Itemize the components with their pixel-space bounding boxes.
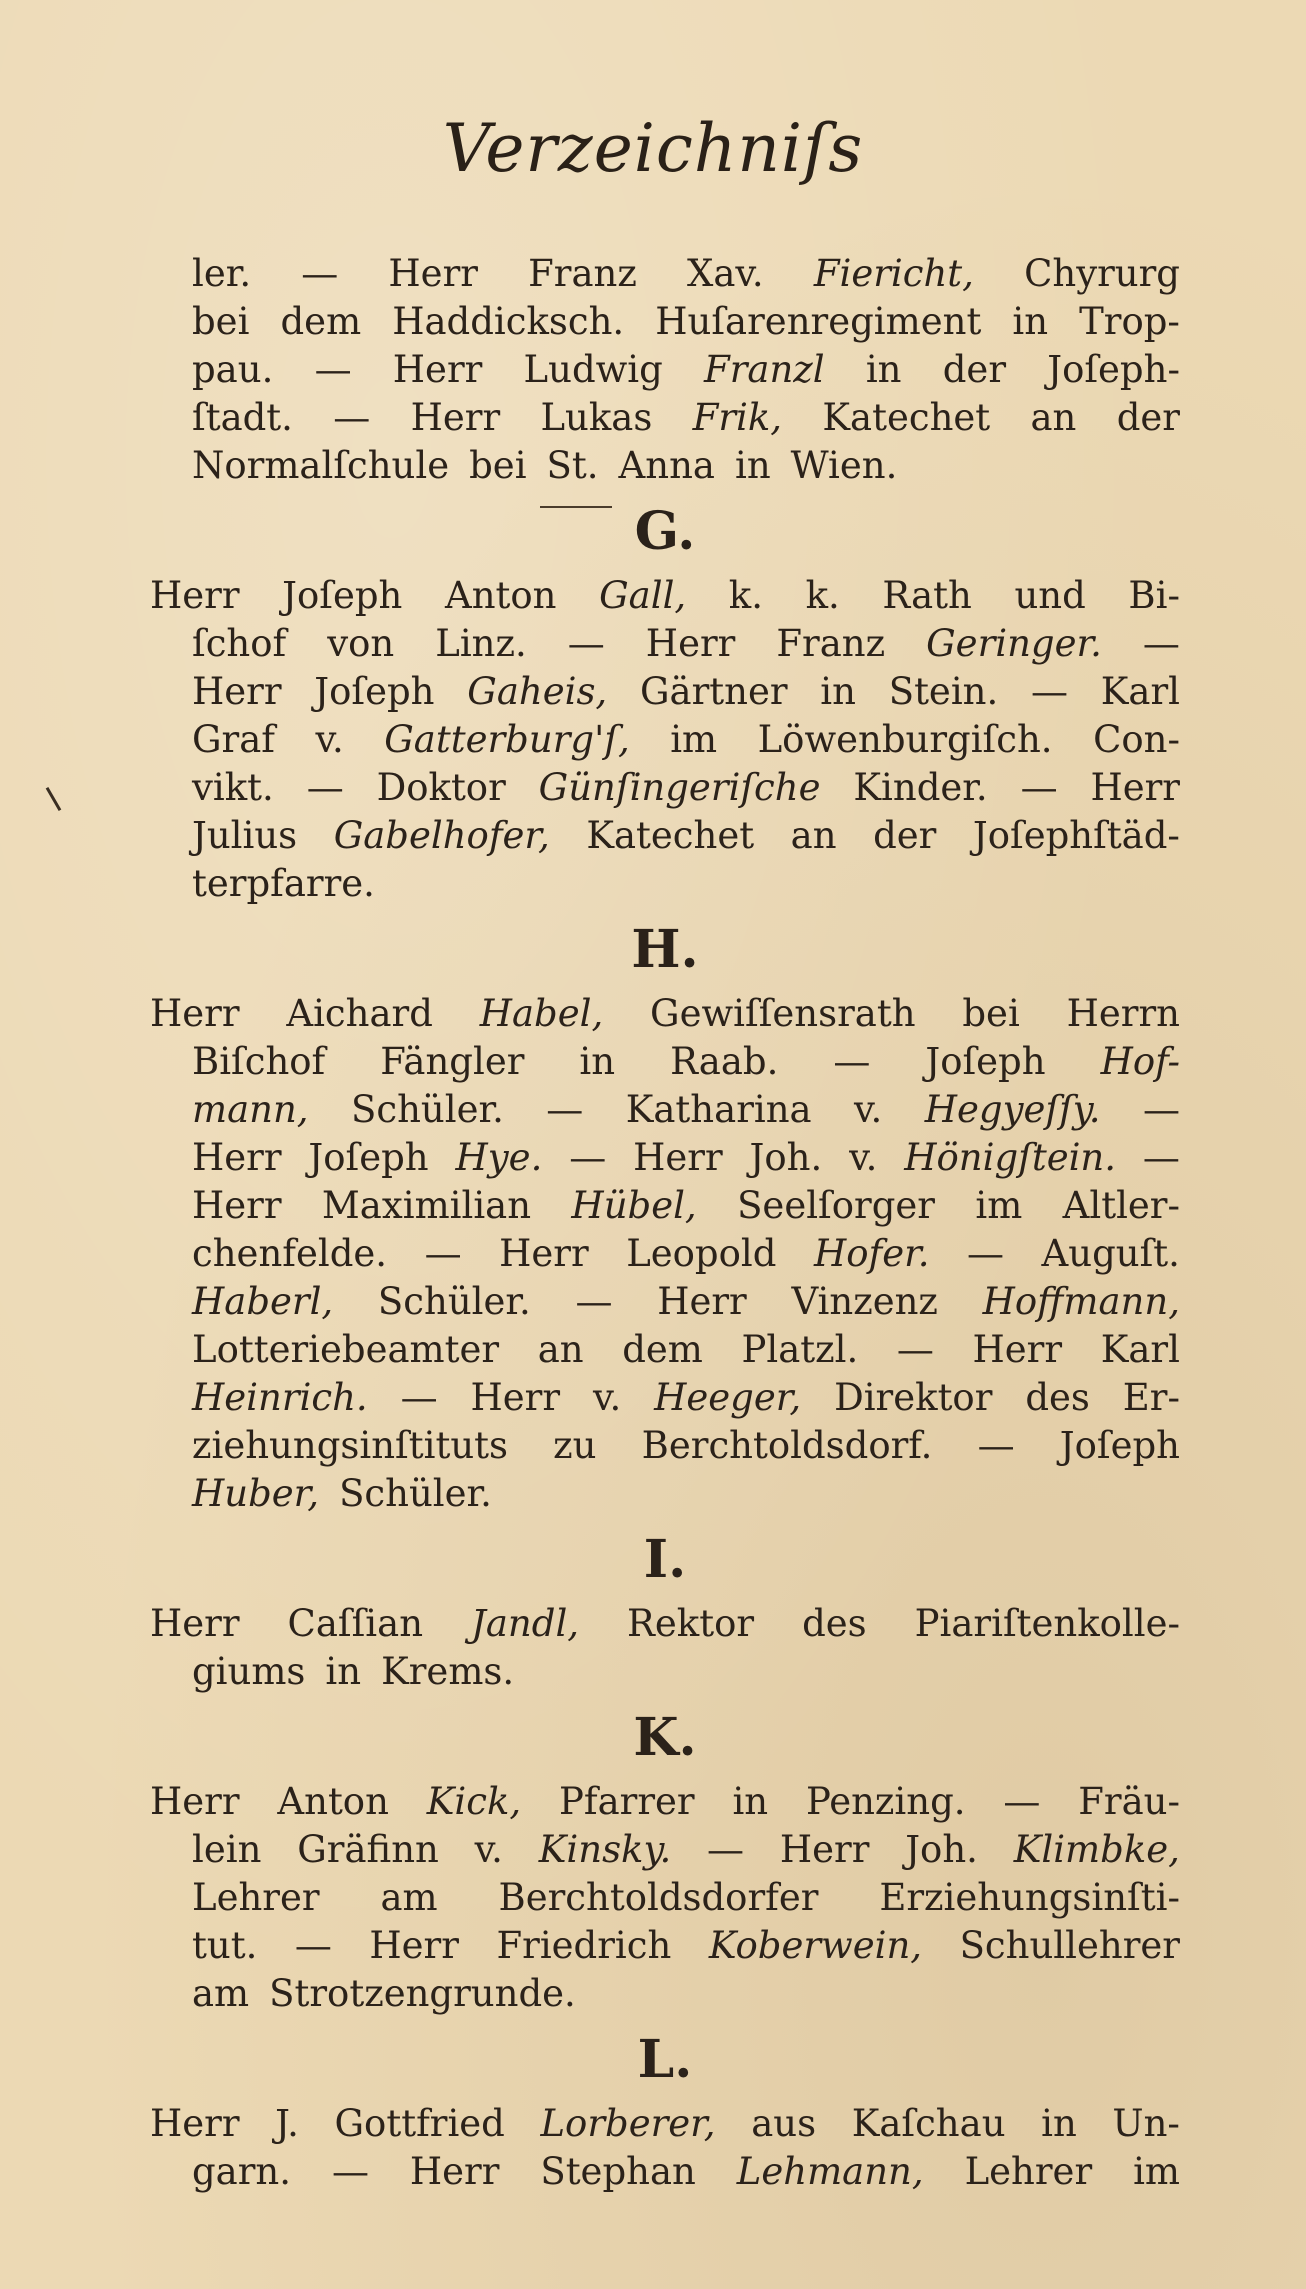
text-line xyxy=(150,346,1180,394)
text-line xyxy=(150,1230,1180,1278)
word: zu xyxy=(553,1424,597,1467)
word: — xyxy=(400,1376,438,1419)
word: in xyxy=(1012,300,1049,343)
word: in xyxy=(1041,2102,1077,2145)
text-line xyxy=(150,1600,1180,1648)
word: Herr xyxy=(499,1232,589,1275)
text-line xyxy=(150,1970,1180,2018)
word: Herr xyxy=(192,1184,282,1227)
name-word: Günſingeriſche xyxy=(538,766,821,809)
text-line xyxy=(150,1086,1180,1134)
word: Kaſchau xyxy=(851,2102,1006,2145)
word: der xyxy=(1116,396,1180,439)
name-word: mann, xyxy=(192,1088,309,1131)
word: — xyxy=(707,1828,745,1871)
text-line xyxy=(150,298,1180,346)
word: vikt. xyxy=(192,766,274,809)
word: Linz. xyxy=(435,622,527,665)
word: — xyxy=(294,1924,332,1967)
text-line xyxy=(150,990,1180,1038)
word: — xyxy=(424,1232,462,1275)
text-line xyxy=(150,394,1180,442)
word: Herr xyxy=(192,1136,282,1179)
word: an xyxy=(1030,396,1077,439)
word: des xyxy=(802,1602,867,1645)
word: ler. xyxy=(192,252,252,295)
word: Rath xyxy=(882,574,972,617)
word: in xyxy=(820,670,856,713)
word: im xyxy=(975,1184,1023,1227)
word: bei xyxy=(192,300,250,343)
word: Berchtoldsdorf. xyxy=(641,1424,933,1467)
name-word: Hönigſtein. xyxy=(904,1136,1117,1179)
word: in xyxy=(732,1780,769,1823)
word: Strotzengrunde. xyxy=(269,1972,576,2015)
word: — xyxy=(1003,1780,1041,1823)
word: Piariſtenkolle- xyxy=(914,1602,1180,1645)
word: Vinzenz xyxy=(791,1280,938,1323)
word: Joſeph xyxy=(282,574,403,617)
word: Katharina xyxy=(625,1088,812,1131)
word: Anton xyxy=(277,1780,389,1823)
word: — xyxy=(314,348,352,391)
section-letter: G. xyxy=(634,501,696,562)
name-word: Gatterburg'ſ, xyxy=(384,718,630,761)
name-word: Jandl, xyxy=(471,1602,580,1645)
word: Herr xyxy=(645,622,736,665)
word: — xyxy=(333,396,371,439)
word: Herr xyxy=(779,1828,870,1871)
word: Anna xyxy=(618,444,715,487)
section-letter: I. xyxy=(643,1529,687,1590)
word: in xyxy=(325,1650,362,1693)
word: v. xyxy=(474,1828,503,1871)
word: Biſchof xyxy=(192,1040,326,1083)
text-line xyxy=(150,1182,1180,1230)
word: der xyxy=(873,814,937,857)
word: bei xyxy=(469,444,527,487)
word: Herr xyxy=(150,1602,240,1645)
section-letter: K. xyxy=(633,1707,697,1768)
word: — xyxy=(896,1328,934,1371)
name-word: Fiericht, xyxy=(813,252,974,295)
word: Bi- xyxy=(1128,574,1180,617)
name-word: Kick, xyxy=(426,1780,522,1823)
word: Stephan xyxy=(540,2150,696,2193)
word: Joſeph xyxy=(1059,1424,1180,1467)
word: Katechet xyxy=(586,814,755,857)
word: Herr xyxy=(657,1280,747,1323)
name-word: Hye. xyxy=(455,1136,543,1179)
word: Wien. xyxy=(790,444,898,487)
word: — xyxy=(306,766,344,809)
text-line xyxy=(150,716,1180,764)
word: Un- xyxy=(1112,2102,1180,2145)
word: giums xyxy=(192,1650,306,1693)
word: Lotteriebeamter xyxy=(192,1328,500,1371)
word: Caſſian xyxy=(287,1602,424,1645)
word: in xyxy=(865,348,902,391)
text-line xyxy=(150,1422,1180,1470)
word: Graf xyxy=(192,718,275,761)
word: in xyxy=(579,1040,616,1083)
text-line xyxy=(150,1922,1180,1970)
name-word: Haberl, xyxy=(192,1280,334,1323)
text-line xyxy=(150,1874,1180,1922)
name-word: Heinrich. xyxy=(192,1376,368,1419)
word: Platzl. xyxy=(741,1328,859,1371)
text-line xyxy=(150,2100,1180,2148)
name-word: Hof- xyxy=(1100,1040,1180,1083)
word: Haddicksch. xyxy=(392,300,625,343)
text-line xyxy=(150,1134,1180,1182)
word: Lukas xyxy=(540,396,653,439)
word: Herr xyxy=(150,2102,240,2145)
word: Huſarenregiment xyxy=(655,300,982,343)
word: Gottfried xyxy=(334,2102,505,2145)
word: — xyxy=(1020,766,1058,809)
text-line xyxy=(150,1470,1180,1518)
word: Friedrich xyxy=(496,1924,672,1967)
word: lein xyxy=(192,1828,262,1871)
word: Raab. xyxy=(670,1040,779,1083)
word: der xyxy=(942,348,1007,391)
word: Er- xyxy=(1122,1376,1180,1419)
name-word: Gaheis, xyxy=(467,670,608,713)
word: Fräu- xyxy=(1078,1780,1180,1823)
text-line xyxy=(150,572,1180,620)
word: Con- xyxy=(1093,718,1180,761)
name-word: Lehmann, xyxy=(736,2150,924,2193)
word: im xyxy=(670,718,718,761)
name-word: Koberwein, xyxy=(708,1924,923,1967)
word: Maximilian xyxy=(321,1184,532,1227)
name-word: Frik, xyxy=(692,396,783,439)
name-word: Hofer. xyxy=(813,1232,930,1275)
word: Schullehrer xyxy=(959,1924,1180,1967)
word: v. xyxy=(854,1088,883,1131)
name-word: Kinsky. xyxy=(538,1828,672,1871)
name-word: Heeger, xyxy=(654,1376,802,1419)
word: — xyxy=(301,252,339,295)
word: Herr xyxy=(972,1328,1063,1371)
text-line xyxy=(150,442,1180,490)
word: J. xyxy=(275,2102,299,2145)
word: — xyxy=(569,1136,607,1179)
text-line xyxy=(150,250,1180,298)
word: — xyxy=(1142,1136,1180,1179)
name-word: Hegyeſſy. xyxy=(924,1088,1101,1131)
word: garn. xyxy=(192,2150,292,2193)
word: des xyxy=(1025,1376,1090,1419)
section-letter: L. xyxy=(637,2029,693,2090)
word: und xyxy=(1014,574,1086,617)
word: am xyxy=(192,1972,250,2015)
word: Altler- xyxy=(1062,1184,1180,1227)
word: Seelſorger xyxy=(737,1184,935,1227)
word: Herr xyxy=(192,670,282,713)
word: k. xyxy=(805,574,840,617)
word: Schüler. xyxy=(339,1472,492,1515)
word: bei xyxy=(962,992,1020,1035)
word: Karl xyxy=(1100,1328,1180,1371)
word: Ludwig xyxy=(523,348,663,391)
word: — xyxy=(833,1040,871,1083)
word: Krems. xyxy=(381,1650,515,1693)
word: dem xyxy=(280,300,362,343)
word: Auguſt. xyxy=(1041,1232,1180,1275)
word: chenfelde. xyxy=(192,1232,388,1275)
word: pau. xyxy=(192,348,274,391)
word: Schüler. xyxy=(351,1088,504,1131)
word: Fängler xyxy=(380,1040,525,1083)
text-line xyxy=(150,812,1180,860)
word: — xyxy=(977,1424,1015,1467)
word: Stein. xyxy=(888,670,999,713)
word: Julius xyxy=(192,814,298,857)
word: Schüler. xyxy=(377,1280,531,1323)
name-word: Habel, xyxy=(479,992,604,1035)
word: v. xyxy=(315,718,344,761)
text-line xyxy=(150,1374,1180,1422)
word: Aichard xyxy=(286,992,433,1035)
page-header: Verzeichniſs xyxy=(442,110,864,187)
word: St. xyxy=(546,444,599,487)
text-line xyxy=(150,620,1180,668)
word: Joſephſtäd- xyxy=(972,814,1180,857)
word: Herr xyxy=(470,1376,561,1419)
word: Xav. xyxy=(686,252,764,295)
word: v. xyxy=(592,1376,622,1419)
word: Herr xyxy=(1090,766,1180,809)
word: in xyxy=(734,444,771,487)
word: ziehungsinſtituts xyxy=(192,1424,508,1467)
name-word: Gall, xyxy=(599,574,687,617)
word: Katechet xyxy=(822,396,991,439)
word: Franz xyxy=(776,622,886,665)
name-word: Hübel, xyxy=(571,1184,697,1227)
word: Direktor xyxy=(834,1376,993,1419)
text-line xyxy=(150,1326,1180,1374)
text-line xyxy=(150,1826,1180,1874)
margin-mark xyxy=(46,787,62,811)
word: Gärtner xyxy=(639,670,788,713)
word: Berchtoldsdorfer xyxy=(498,1876,819,1919)
text-line xyxy=(150,860,1180,908)
word: aus xyxy=(751,2102,817,2145)
word: v. xyxy=(849,1136,878,1179)
word: an xyxy=(790,814,837,857)
word: Joſeph xyxy=(308,1136,429,1179)
word: — xyxy=(567,622,605,665)
word: Leopold xyxy=(626,1232,777,1275)
word: Kinder. xyxy=(853,766,988,809)
word: Erziehungsinſti- xyxy=(879,1876,1180,1919)
word: Joſeph xyxy=(314,670,435,713)
section-letter: H. xyxy=(631,919,699,980)
word: Herr xyxy=(410,396,501,439)
text-line xyxy=(150,764,1180,812)
word: Pfarrer xyxy=(559,1780,695,1823)
word: Herr xyxy=(388,252,478,295)
word: im xyxy=(1133,2150,1180,2193)
word: Herr xyxy=(150,574,240,617)
list-body xyxy=(150,250,1180,2196)
word: Joh. xyxy=(749,1136,823,1179)
text-line xyxy=(150,1778,1180,1826)
word: Joſeph xyxy=(925,1040,1046,1083)
name-word: Hoffmann, xyxy=(982,1280,1180,1323)
word: Chyrurg xyxy=(1024,252,1180,295)
word: — xyxy=(546,1088,584,1131)
word: ſchof xyxy=(192,622,287,665)
word: Herr xyxy=(633,1136,723,1179)
word: Anton xyxy=(444,574,557,617)
word: Herr xyxy=(409,2150,500,2193)
name-word: Franzl xyxy=(704,348,825,391)
word: Lehrer xyxy=(964,2150,1093,2193)
text-line xyxy=(150,2148,1180,2196)
word: — xyxy=(1031,670,1069,713)
word: Löwenburgiſch. xyxy=(757,718,1053,761)
word: terpfarre. xyxy=(192,862,375,905)
text-line xyxy=(150,1278,1180,1326)
word: Penzing. xyxy=(805,1780,966,1823)
word: an xyxy=(537,1328,584,1371)
word: Joſeph- xyxy=(1047,348,1180,391)
word: k. xyxy=(728,574,763,617)
text-line xyxy=(150,1648,1180,1696)
name-word: Geringer. xyxy=(926,622,1102,665)
word: Gräfinn xyxy=(297,1828,439,1871)
word: Joh. xyxy=(905,1828,978,1871)
word: von xyxy=(327,622,395,665)
word: Lehrer xyxy=(192,1876,320,1919)
name-word: Klimbke, xyxy=(1013,1828,1180,1871)
word: Herr xyxy=(150,992,240,1035)
word: Karl xyxy=(1100,670,1180,713)
word: — xyxy=(575,1280,613,1323)
word: Herr xyxy=(150,1780,240,1823)
word: am xyxy=(380,1876,438,1919)
word: Normalſchule xyxy=(192,444,450,487)
word: Trop- xyxy=(1079,300,1180,343)
word: Rektor xyxy=(627,1602,755,1645)
word: Doktor xyxy=(376,766,506,809)
word: Herrn xyxy=(1066,992,1180,1035)
word: — xyxy=(331,2150,369,2193)
name-word: Huber, xyxy=(192,1472,320,1515)
name-word: Gabelhofer, xyxy=(333,814,550,857)
word: — xyxy=(1143,1088,1180,1131)
name-word: Lorberer, xyxy=(540,2102,716,2145)
word: Herr xyxy=(369,1924,459,1967)
word: Herr xyxy=(392,348,483,391)
word: Franz xyxy=(528,252,637,295)
text-line xyxy=(150,1038,1180,1086)
word: ſtadt. xyxy=(192,396,293,439)
word: Gewiſſensrath xyxy=(650,992,916,1035)
word: tut. xyxy=(192,1924,258,1967)
word: — xyxy=(1142,622,1180,665)
text-line xyxy=(150,668,1180,716)
word: — xyxy=(967,1232,1005,1275)
word: dem xyxy=(622,1328,703,1371)
